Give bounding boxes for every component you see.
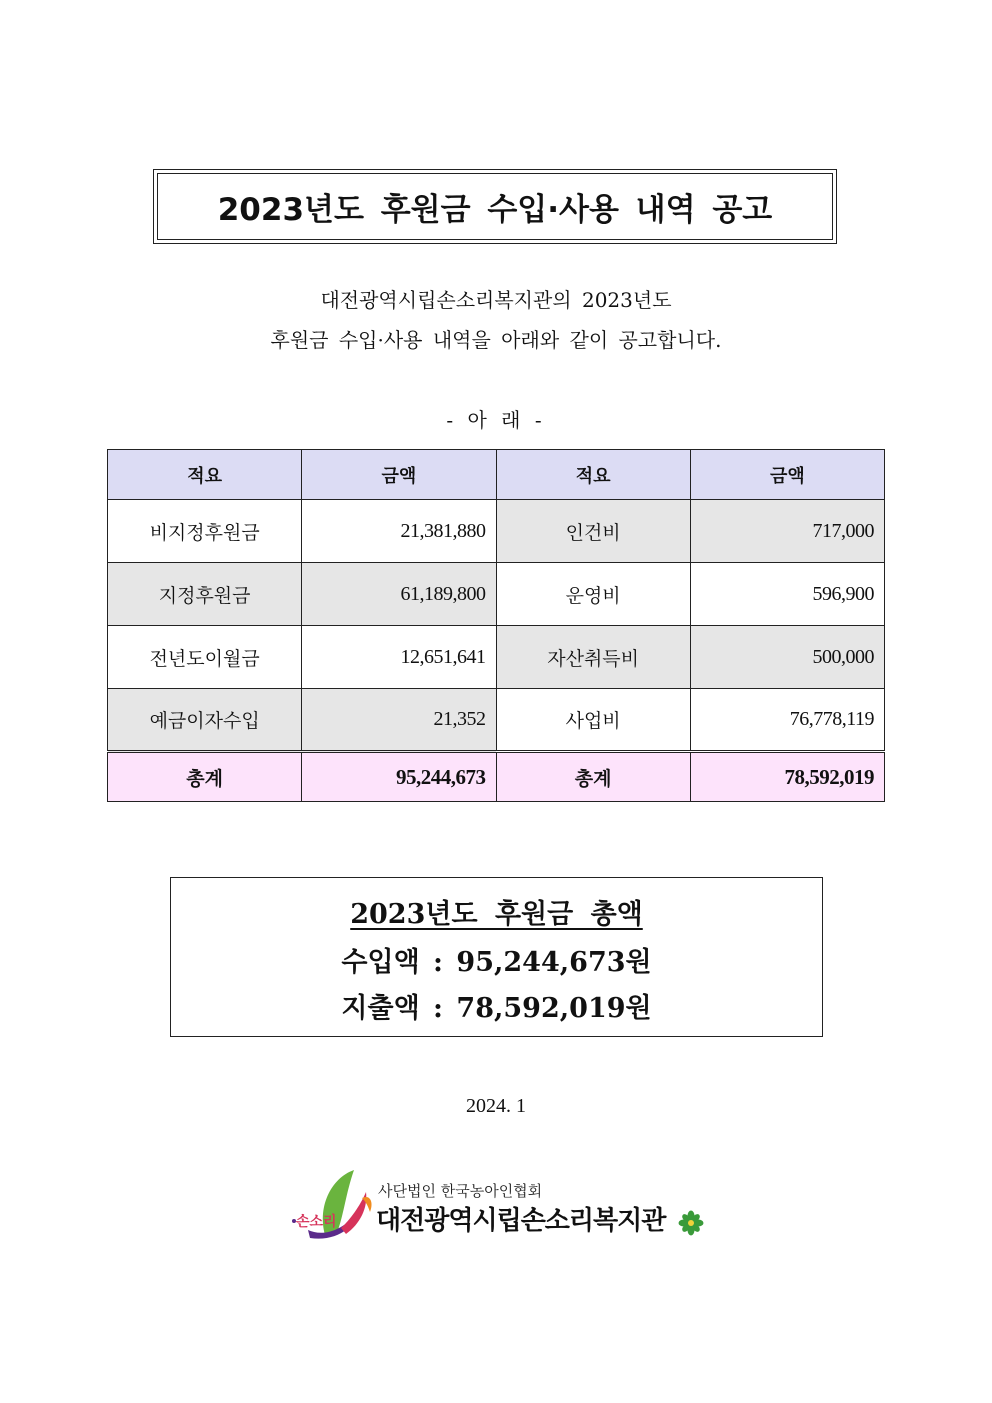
- table-total-row: [108, 752, 885, 802]
- sonsori-logo-mark: [286, 1168, 376, 1240]
- header-income-label: 적요: [108, 450, 302, 500]
- notice-title: 2023년도 후원금 수입·사용 내역 공고: [217, 192, 773, 228]
- expense-amount: 717,000: [690, 500, 884, 563]
- logo-subtitle: 사단법인 한국농아인협회: [378, 1182, 543, 1200]
- table-row: [108, 563, 885, 626]
- income-amount: 12,651,641: [302, 626, 496, 689]
- intro-line-1: 대전광역시립손소리복지관의 2023년도: [320, 288, 672, 312]
- summary-expense: 지출액 : 78,592,019원: [341, 993, 652, 1024]
- below-label: - 아 래 -: [446, 408, 546, 432]
- notice-title-box: [153, 169, 837, 244]
- expense-amount: 596,900: [690, 563, 884, 626]
- table-header-row: [108, 450, 885, 500]
- organization-logo: [286, 1168, 706, 1240]
- summary-title: 2023년도 후원금 총액: [350, 899, 643, 930]
- income-label: 전년도이월금: [108, 626, 302, 689]
- logo-mark-text: 손소리: [296, 1214, 337, 1230]
- header-expense-label: 적요: [496, 450, 690, 500]
- intro-line-2: 후원금 수입·사용 내역을 아래와 같이 공고합니다.: [270, 328, 722, 352]
- expense-amount: 76,778,119: [690, 689, 884, 752]
- table-row: [108, 500, 885, 563]
- notice-date: 2024. 1: [466, 1095, 526, 1117]
- income-label: 지정후원금: [108, 563, 302, 626]
- table-row: [108, 689, 885, 752]
- income-amount: 21,381,880: [302, 500, 496, 563]
- flower-icon: [678, 1210, 704, 1236]
- expense-total-label: 총계: [496, 752, 690, 802]
- header-expense-amount: 금액: [690, 450, 884, 500]
- expense-label: 운영비: [496, 563, 690, 626]
- income-label: 예금이자수입: [108, 689, 302, 752]
- expense-label: 사업비: [496, 689, 690, 752]
- summary-income: 수입액 : 95,244,673원: [341, 947, 652, 978]
- expense-label: 자산취득비: [496, 626, 690, 689]
- summary-box: [170, 877, 823, 1037]
- expense-label: 인건비: [496, 500, 690, 563]
- logo-name: 대전광역시립손소리복지관: [376, 1206, 666, 1236]
- expense-total-amount: 78,592,019: [690, 752, 884, 802]
- expense-amount: 500,000: [690, 626, 884, 689]
- table-row: [108, 626, 885, 689]
- income-amount: 21,352: [302, 689, 496, 752]
- income-total-amount: 95,244,673: [302, 752, 496, 802]
- income-total-label: 총계: [108, 752, 302, 802]
- ledger-table: [107, 449, 885, 802]
- income-amount: 61,189,800: [302, 563, 496, 626]
- income-label: 비지정후원금: [108, 500, 302, 563]
- header-income-amount: 금액: [302, 450, 496, 500]
